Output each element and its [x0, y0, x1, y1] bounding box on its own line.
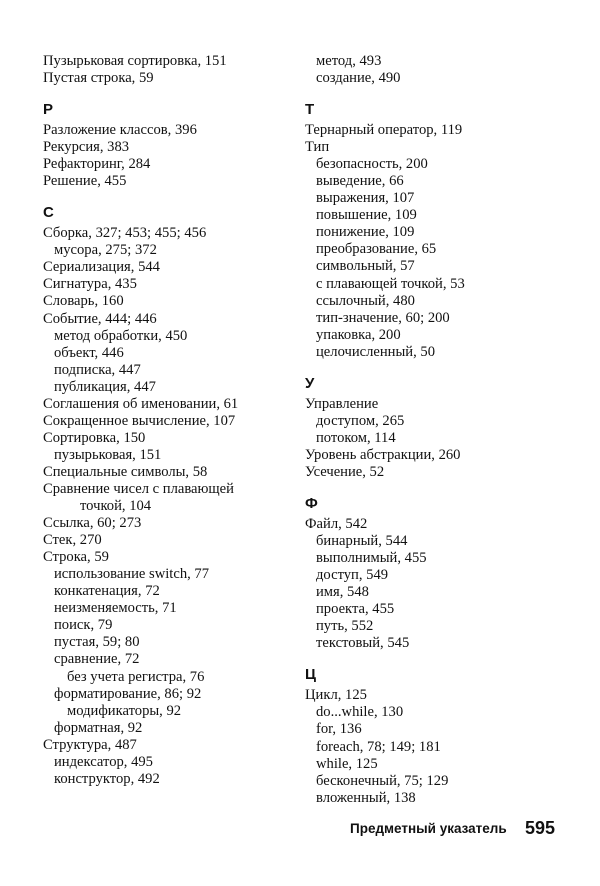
index-entry: Сортировка, 150	[43, 429, 146, 446]
index-subentry: повышение, 109	[316, 207, 417, 224]
page-number: 595	[524, 818, 555, 838]
section-letter-heading: Р	[43, 101, 54, 119]
index-entry: Сборка, 327; 453; 455; 456	[43, 225, 207, 242]
index-subentry: бесконечный, 75; 129	[316, 772, 449, 789]
index-subentry: использование switch, 77	[54, 566, 210, 583]
index-subentry: публикация, 447	[54, 378, 156, 395]
index-entry: Усечение, 52	[305, 463, 385, 480]
index-subentry: понижение, 109	[316, 224, 415, 241]
index-subentry: форматирование, 86; 92	[54, 685, 202, 702]
index-subentry: while, 125	[316, 755, 378, 772]
index-entry: Рекурсия, 383	[43, 139, 130, 156]
index-entry: Тип	[305, 139, 330, 156]
index-subentry: выражения, 107	[316, 190, 415, 207]
index-subentry: метод, 493	[316, 53, 382, 69]
index-entry: Файл, 542	[305, 515, 368, 532]
index-entry: Сравнение чисел с плавающей	[43, 480, 234, 497]
index-entry: Строка, 59	[43, 549, 109, 566]
index-subentry: доступом, 265	[316, 412, 405, 429]
index-subentry: do...while, 130	[316, 704, 404, 721]
index-entry: Рефакторинг, 284	[43, 156, 151, 173]
index-subentry: мусора, 275; 372	[54, 242, 157, 259]
index-entry: Разложение классов, 396	[43, 122, 197, 139]
index-subentry: безопасность, 200	[316, 156, 428, 173]
index-entry: Стек, 270	[43, 532, 102, 549]
index-entry-continuation: точкой, 104	[80, 498, 152, 515]
index-entry: Управление	[305, 395, 379, 412]
index-subentry: бинарный, 544	[316, 533, 408, 550]
index-entry: Цикл, 125	[305, 687, 367, 704]
index-subentry: foreach, 78; 149; 181	[316, 738, 441, 755]
running-footer-title: Предметный указатель	[350, 821, 507, 836]
section-letter-heading: Т	[305, 101, 315, 119]
index-subentry: потоком, 114	[316, 429, 396, 446]
index-subentry: поиск, 79	[54, 617, 113, 634]
index-subentry: проекта, 455	[316, 601, 395, 618]
index-subentry: объект, 446	[54, 344, 124, 361]
index-entry: Уровень абстракции, 260	[305, 446, 461, 463]
index-entry: Тернарный оператор, 119	[305, 122, 463, 139]
index-subentry: форматная, 92	[54, 719, 143, 736]
section-letter-heading: С	[43, 204, 54, 222]
index-subentry: упаковка, 200	[316, 326, 401, 343]
index-subentry: вложенный, 138	[316, 789, 416, 806]
index-subentry: ссылочный, 480	[316, 292, 415, 309]
index-subentry: пузырьковая, 151	[54, 446, 162, 463]
index-subentry: текстовый, 545	[316, 635, 410, 652]
index-entry: Структура, 487	[43, 736, 137, 753]
index-subentry: индексатор, 495	[54, 753, 153, 770]
index-subentry: конкатенация, 72	[54, 583, 160, 600]
index-entry: Сокращенное вычисление, 107	[43, 412, 236, 429]
index-subentry: метод обработки, 450	[54, 327, 188, 344]
index-entry: Словарь, 160	[43, 293, 124, 310]
index-entry: Ссылка, 60; 273	[43, 515, 142, 532]
index-column-left	[43, 53, 293, 788]
index-subentry: целочисленный, 50	[316, 343, 436, 360]
index-subentry: выведение, 66	[316, 173, 404, 190]
index-entry: Пустая строка, 59	[43, 70, 154, 87]
index-entry: Пузырьковая сортировка, 151	[43, 53, 227, 69]
index-subentry: путь, 552	[316, 618, 374, 635]
index-subentry: создание, 490	[316, 70, 401, 87]
page-footer	[350, 818, 555, 840]
index-subentry: подписка, 447	[54, 361, 141, 378]
section-letter-heading: Ц	[305, 666, 316, 684]
index-subentry: тип-значение, 60; 200	[316, 309, 450, 326]
section-letter-heading: Ф	[305, 494, 318, 512]
index-subentry: доступ, 549	[316, 567, 389, 584]
index-entry: Решение, 455	[43, 173, 127, 190]
index-subentry: с плавающей точкой, 53	[316, 275, 465, 292]
index-subentry: конструктор, 492	[54, 770, 160, 787]
index-subentry: сравнение, 72	[54, 651, 140, 668]
index-subentry: модификаторы, 92	[67, 702, 182, 719]
index-entry: Сигнатура, 435	[43, 276, 137, 293]
index-subentry: преобразование, 65	[316, 241, 437, 258]
index-subentry: имя, 548	[316, 584, 369, 601]
index-entry: Событие, 444; 446	[43, 310, 157, 327]
index-subentry: пустая, 59; 80	[54, 634, 140, 651]
index-subentry: for, 136	[316, 721, 362, 738]
index-entry: Соглашения об именовании, 61	[43, 395, 239, 412]
section-letter-heading: У	[305, 374, 315, 392]
index-subentry: выполнимый, 455	[316, 550, 427, 567]
index-entry: Сериализация, 544	[43, 259, 160, 276]
index-subentry: символьный, 57	[316, 258, 415, 275]
index-column-right	[305, 53, 555, 807]
index-entry: Специальные символы, 58	[43, 463, 208, 480]
index-subentry: без учета регистра, 76	[67, 668, 205, 685]
index-subentry: неизменяемость, 71	[54, 600, 177, 617]
